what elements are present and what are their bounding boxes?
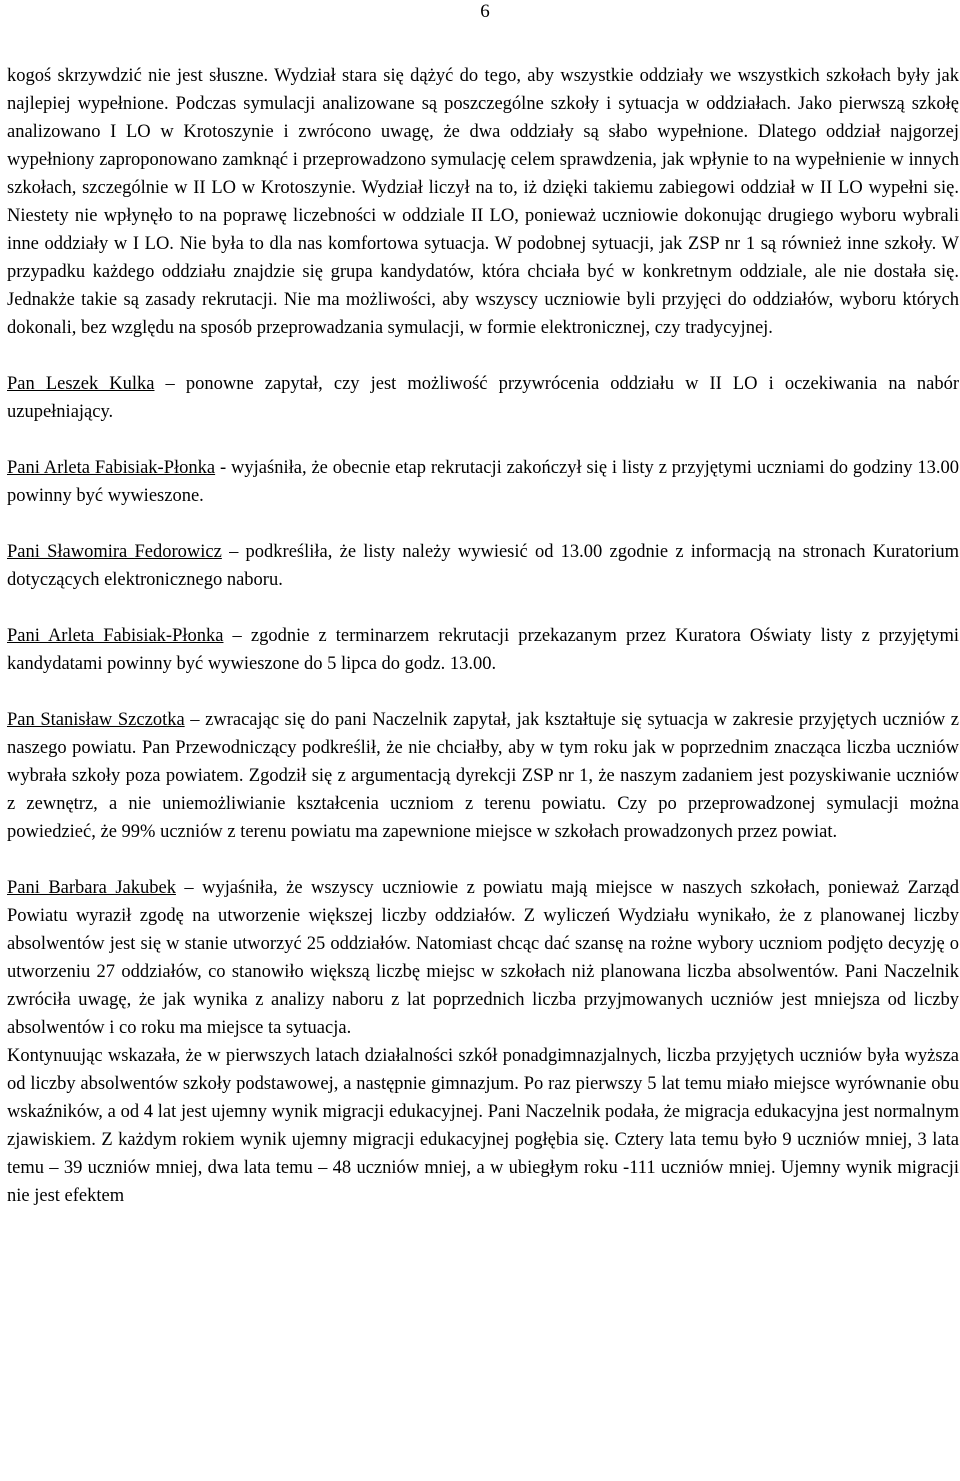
paragraph-text: – ponowne zapytał, czy jest możliwość przywrócenia oddziału w II LO i oczekiwania na nabór uzupełniający.: [7, 374, 959, 422]
speaker-name: Pani Arleta Fabisiak-Płonka: [7, 458, 216, 478]
paragraph-text: - wyjaśniła, że obecnie etap rekrutacji zakończył się i listy z przyjętymi uczniami do godziny 13.00 powinny być wywieszone.: [7, 458, 959, 506]
paragraph-6: [7, 706, 959, 846]
paragraph-2: [7, 370, 959, 426]
paragraph-text: kogoś skrzywdzić nie jest słuszne. Wydział stara się dążyć do tego, aby wszystkie oddziały we wszystkich szkołach były jak najlepiej wypełnione. Podczas symulacji analizowane są poszczególne szkoły i sytuacja w oddziałach. Jako pierwszą szkołę analizowano I LO w Krotoszynie i zwrócono uwagę, że dwa oddziały są słabo wypełnione. Dlatego oddział najgorzej wypełniony zaproponowano zamknąć i przeprowadzono symulację celem sprawdzenia, jak wpłynie to na wypełnienie w innych szkołach, szczególnie w II LO w Krotoszynie. Wydział liczył na to, iż dzięki takiemu zabiegowi oddział w II LO wypełni się. Niestety nie wpłynęło to na poprawę liczebności w oddziale II LO, ponieważ uczniowie dokonując drugiego wyboru wybrali inne oddziały w I LO. Nie była to dla nas komfortowa sytuacja. W podobnej sytuacji, jak ZSP nr 1 są również inne szkoły. W przypadku każdego oddziału znajdzie się grupa kandydatów, która chciała być w konkretnym oddziale, ale nie dostała się. Jednakże takie są zasady rekrutacji. Nie ma możliwości, aby wszyscy uczniowie byli przyjęci do oddziałów, wyboru których dokonali, bez względu na sposób przeprowadzania symulacji, w formie elektronicznej, czy tradycyjnej.: [7, 66, 959, 338]
speaker-name: Pan Stanisław Szczotka: [7, 710, 185, 730]
paragraph-3: [7, 454, 959, 510]
speaker-name: Pani Barbara Jakubek: [7, 878, 176, 898]
paragraph-1: [7, 62, 959, 342]
paragraph-text: – wyjaśniła, że wszyscy uczniowie z powiatu mają miejsce w naszych szkołach, ponieważ Zarząd Powiatu wyraził zgodę na utworzenie większej liczby oddziałów. Z wyliczeń Wydziału wynikało, że z planowanej liczby absolwentów jest się w stanie utworzyć 25 oddziałów. Natomiast chcąc dać szansę na rożne wybory uczniom podjęto decyzję o utworzeniu 27 oddziałów, co stanowiło większą liczbę miejsc w szkołach niż planowana liczba absolwentów. Pani Naczelnik zwróciła uwagę, że jak wynika z analizy naboru z lat poprzednich liczba przyjmowanych uczniów jest mniejsza od liczby absolwentów i co roku ma miejsce ta sytuacja.: [7, 878, 959, 1038]
paragraph-5: [7, 622, 959, 678]
page-number: 6: [480, 1, 490, 22]
paragraph-text: – podkreśliła, że listy należy wywiesić od 13.00 zgodnie z informacją na stronach Kuratorium dotyczących elektronicznego naboru.: [7, 542, 960, 590]
paragraph-7: [7, 874, 959, 1042]
speaker-name: Pani Arleta Fabisiak-Płonka: [7, 626, 224, 646]
paragraph-4: [7, 538, 959, 594]
paragraph-text: Kontynuując wskazała, że w pierwszych latach działalności szkół ponadgimnazjalnych, liczba przyjętych uczniów była wyższa od liczby absolwentów szkoły podstawowej, a następnie gimnazjum. Po raz pierwszy 5 lat temu miało miejsce wyrównanie obu wskaźników, a od 4 lat jest ujemny wynik migracji edukacyjnej. Pani Naczelnik podała, że migracja edukacyjna jest normalnym zjawiskiem. Z każdym rokiem wynik ujemny migracji edukacyjnej pogłębia się. Cztery lata temu było 9 uczniów mniej, 3 lata temu – 39 uczniów mniej, dwa lata temu – 48 uczniów mniej, a w ubiegłym roku -111 uczniów mniej. Ujemny wynik migracji nie jest efektem: [7, 1046, 959, 1206]
speaker-name: Pani Sławomira Fedorowicz: [7, 542, 222, 562]
speaker-name: Pan Leszek Kulka: [7, 374, 155, 394]
paragraph-text: – zgodnie z terminarzem rekrutacji przekazanym przez Kuratora Oświaty listy z przyjętymi kandydatami powinny być wywieszone do 5 lipca do godz. 13.00.: [7, 626, 959, 674]
paragraph-text: – zwracając się do pani Naczelnik zapytał, jak kształtuje się sytuacja w zakresie przyjętych uczniów z naszego powiatu. Pan Przewodniczący podkreślił, że nie chciałby, aby w tym roku jak w poprzednim znacząca liczba uczniów wybrała szkoły poza powiatem. Zgodził się z argumentacją dyrekcji ZSP nr 1, że naszym zadaniem jest pozyskiwanie uczniów z zewnętrz, a nie uniemożliwianie kształcenia uczniom z terenu powiatu. Czy po przeprowadzonej symulacji można powiedzieć, że 99% uczniów z terenu powiatu ma zapewnione miejsce w szkołach prowadzonych przez powiat.: [7, 710, 959, 842]
document-body: [7, 62, 959, 1210]
paragraph-8: [7, 1042, 959, 1210]
